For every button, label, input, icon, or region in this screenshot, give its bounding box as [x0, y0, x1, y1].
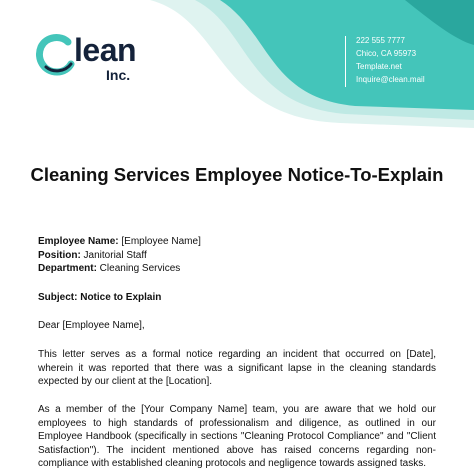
- logo-wordmark: lean: [74, 32, 137, 68]
- field-department: [38, 262, 201, 276]
- logo-c-swoosh-icon: [36, 34, 76, 76]
- field-employee-name: [38, 235, 201, 249]
- body-paragraph-2: As a member of the [Your Company Name] team, you are aware that we hold our employees to high standards of professionalism and diligence, as outlined in our Employee Handbook (specifically in sections "Cleaning Protocol Compliance" and "Client Satisfaction"). The incident mentioned above has raised concerns regarding non-compliance with established cleaning protocols and negligence towards assigned tasks.: [38, 404, 436, 469]
- company-logo: [36, 30, 146, 90]
- body-paragraph-1: This letter serves as a formal notice regarding an incident that occurred on [Date], wherein it was reported that there was a significant lapse in the cleaning standards expected by our client at the [Location].: [38, 349, 436, 387]
- contact-phone: 222 555 7777: [356, 36, 405, 45]
- field-label: Position:: [38, 249, 81, 261]
- field-value: [Employee Name]: [118, 236, 201, 247]
- field-value: Cleaning Services: [96, 263, 181, 274]
- field-value: Janitorial Staff: [80, 249, 147, 261]
- salutation: Dear [Employee Name],: [38, 320, 145, 331]
- contact-email: Inquire@clean.mail: [356, 75, 425, 84]
- letterhead: [0, 0, 474, 130]
- contact-divider: [345, 36, 346, 87]
- employee-details: [38, 235, 201, 276]
- contact-website: Template.net: [356, 62, 402, 71]
- subject-line: Subject: Notice to Explain: [38, 292, 162, 303]
- logo-suffix: Inc.: [106, 67, 131, 83]
- field-label: Employee Name:: [38, 236, 119, 247]
- contact-address: Chico, CA 95973: [356, 49, 417, 58]
- field-label: Department:: [38, 263, 97, 274]
- document-title: Cleaning Services Employee Notice-To-Explain: [30, 164, 444, 185]
- field-position: [38, 249, 201, 263]
